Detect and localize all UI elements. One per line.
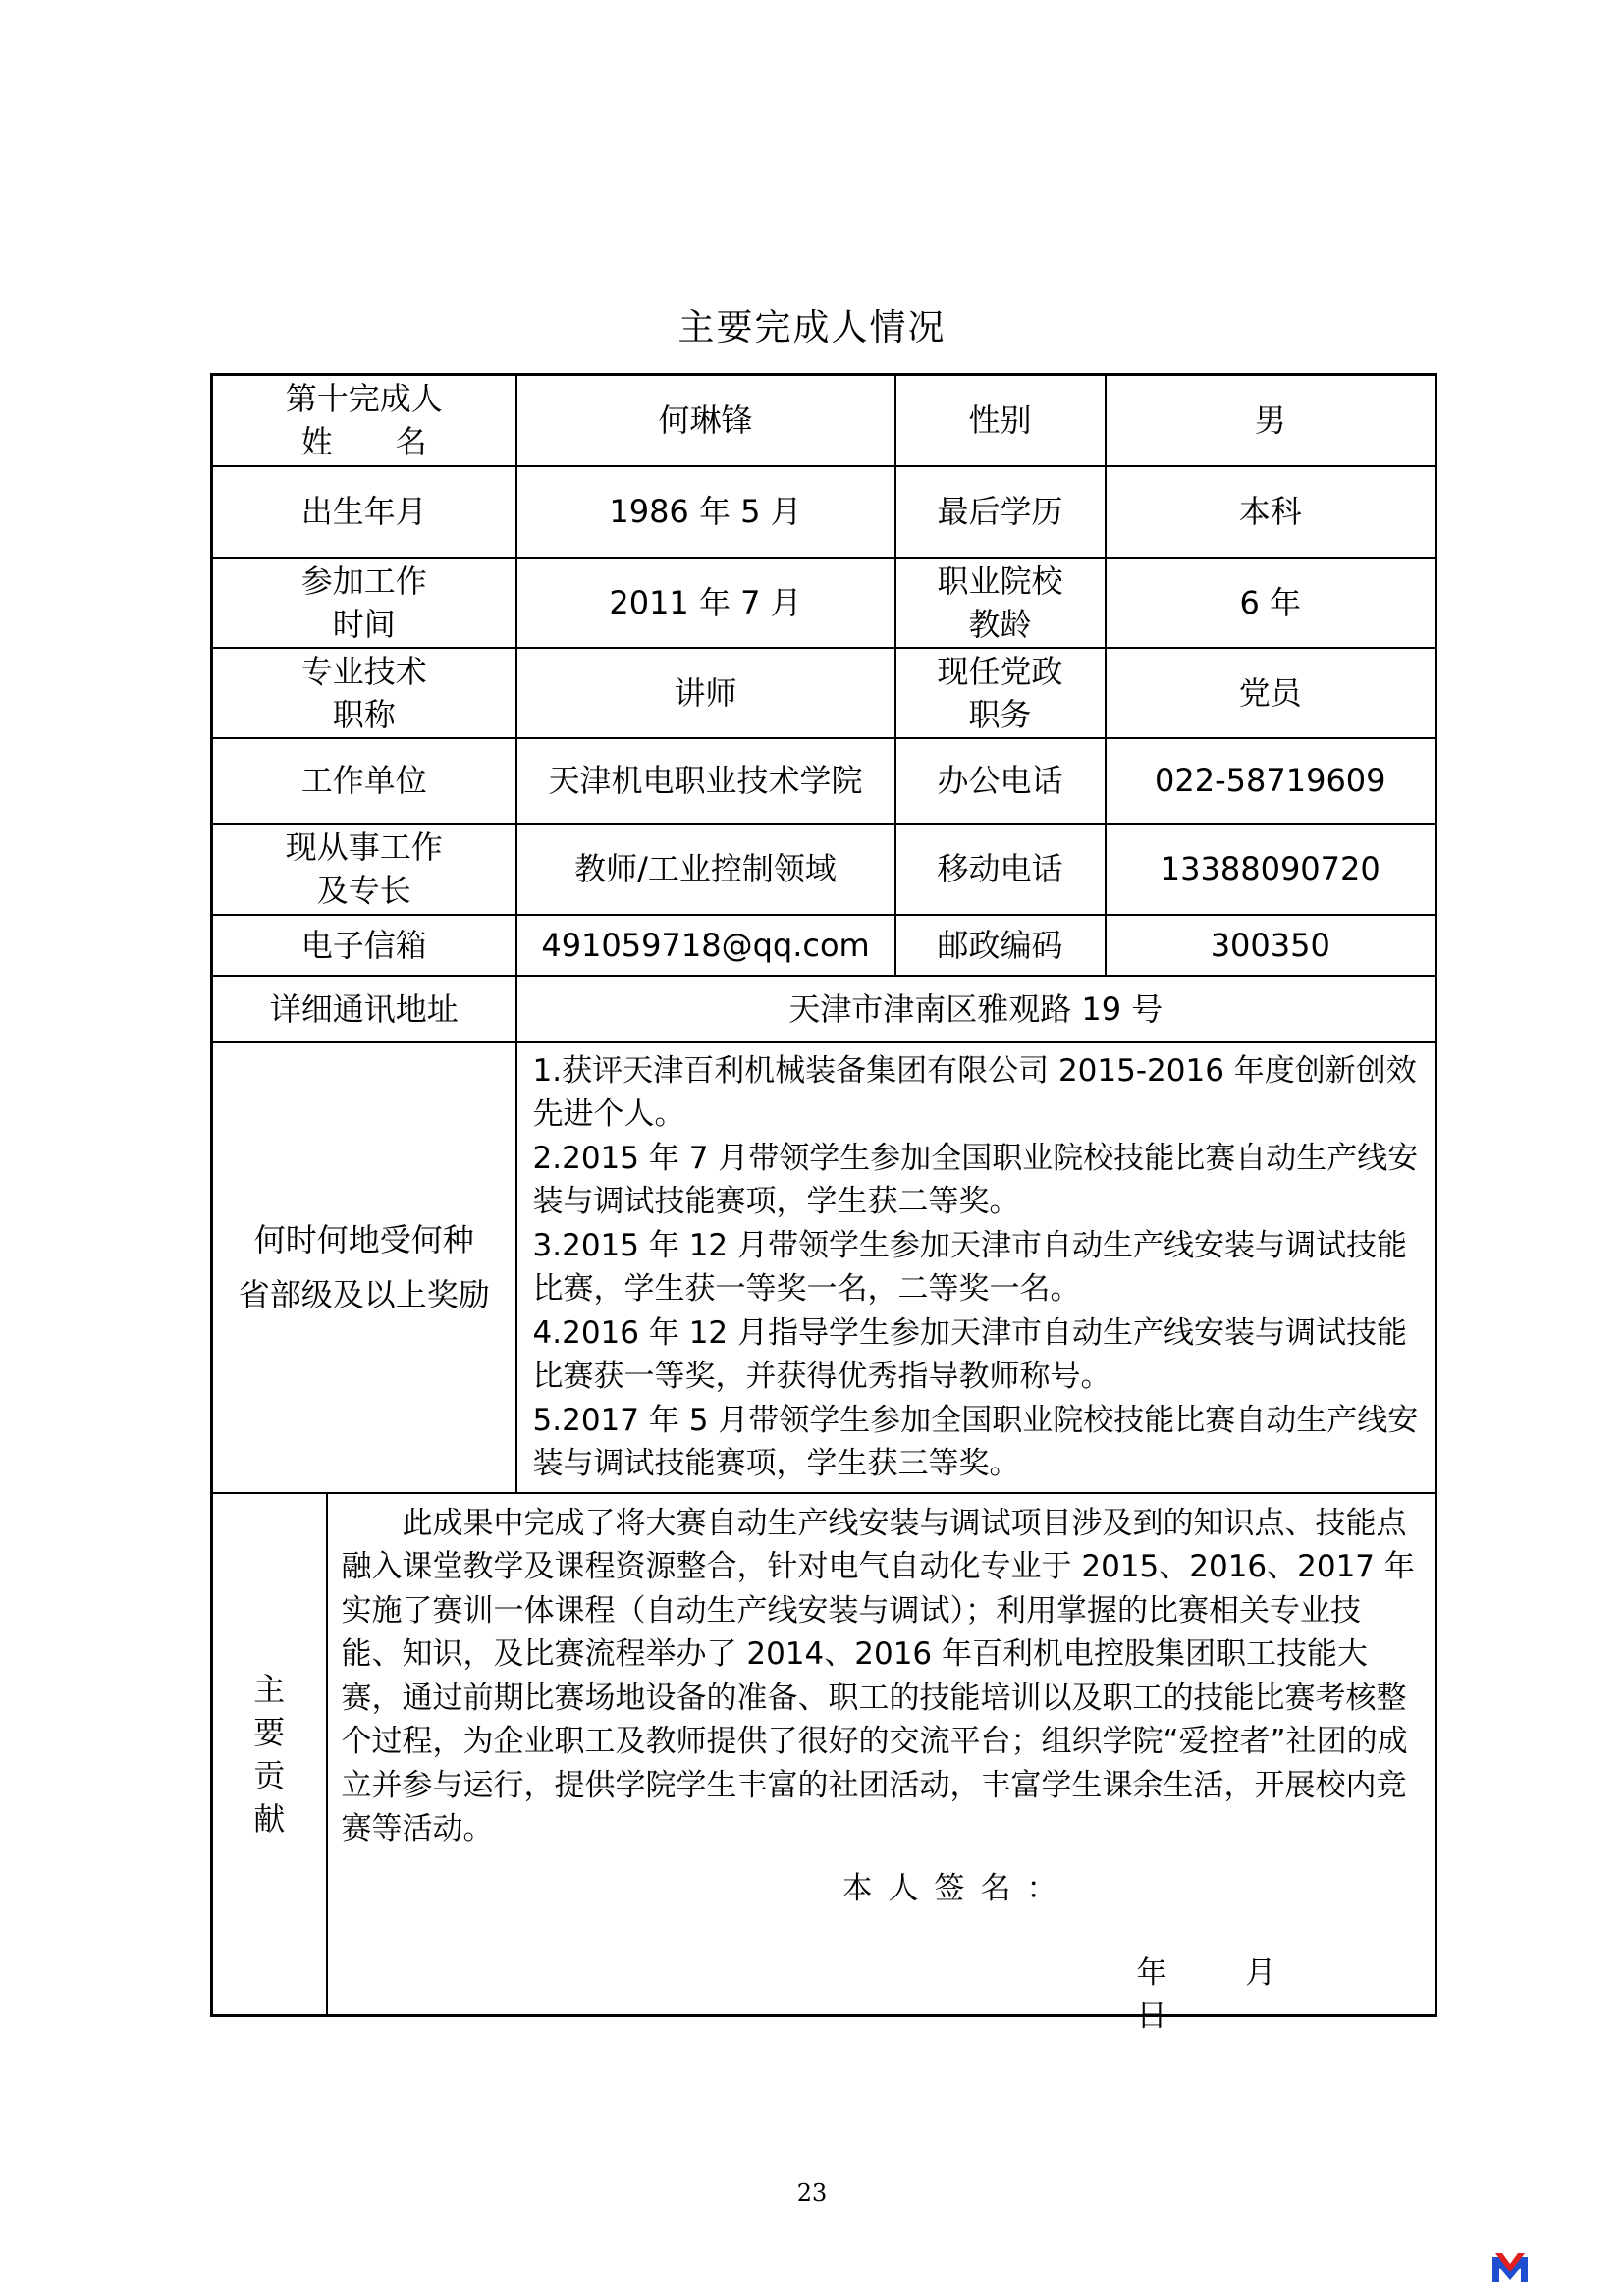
postcode-label: 邮政编码 [895,915,1106,976]
job-value: 教师/工业控制领域 [516,824,895,915]
prof-title-label [212,648,516,738]
education-value: 本科 [1106,466,1436,558]
list-item: 1.获评天津百利机械装备集团有限公司 2015-2016 年度创新创效先进个人。 [532,1052,1417,1132]
school-age-label [895,558,1106,648]
page-title: 主要完成人情况 [677,306,947,348]
name-label-line2: 姓 名 [300,423,427,461]
job-label [212,824,516,915]
address-value: 天津市津南区雅观路 19 号 [516,976,1436,1042]
name-value: 何琳锋 [516,375,895,466]
date-line [342,1951,1422,2034]
contribution-label-char: 要 [253,1713,286,1751]
work-start-label-line2: 时间 [332,605,396,643]
contribution-content [327,1493,1436,2034]
party-post-value: 党员 [1106,648,1436,738]
office-phone-label: 办公电话 [895,738,1106,824]
list-item: 5.2017 年 5 月带领学生参加全国职业院校技能比赛自动生产线安装与调试技能赛项，学生获三等奖。 [532,1402,1419,1481]
table-row [212,648,1436,738]
birth-label: 出生年月 [212,466,516,558]
m-logo-icon [1490,2251,1530,2284]
office-phone-value: 022-58719609 [1106,738,1436,824]
email-value: 491059718@qq.com [516,915,895,976]
date-day-label: 日 [1136,1999,1167,2034]
list-item: 3.2015 年 12 月带领学生参加天津市自动生产线安装与调试技能比赛，学生获一等奖一名，二等奖一名。 [532,1227,1407,1307]
awards-label-line2: 省部级及以上奖励 [238,1276,490,1313]
work-unit-label: 工作单位 [212,738,516,824]
gender-label: 性别 [895,375,1106,466]
party-post-label-line2: 职务 [968,695,1032,733]
school-age-label-line2: 教龄 [968,605,1032,643]
list-item: 4.2016 年 12 月指导学生参加天津市自动生产线安装与调试技能比赛获一等奖，并获得优秀指导教师称号。 [532,1314,1407,1394]
postcode-value: 300350 [1106,915,1436,976]
party-post-label-line1: 现任党政 [937,652,1063,690]
education-label: 最后学历 [895,466,1106,558]
table-row [212,976,1436,1042]
work-start-label [212,558,516,648]
contribution-label [212,1493,327,2016]
school-age-value: 6 年 [1106,558,1436,648]
personnel-form-table [210,373,1437,2034]
table-row [212,738,1436,824]
table-row [212,375,1436,466]
signature-label: 本人签名： [841,1870,1073,1906]
awards-list [516,1042,1436,1493]
contribution-label-char: 贡 [253,1756,286,1794]
list-item: 2.2015 年 7 月带领学生参加全国职业院校技能比赛自动生产线安装与调试技能赛项，学生获二等奖。 [532,1140,1419,1219]
mobile-value: 13388090720 [1106,824,1436,915]
contribution-label-char: 主 [253,1670,286,1708]
contribution-text: 此成果中完成了将大赛自动生产线安装与调试项目涉及到的知识点、技能点融入课堂教学及课程资源整合，针对电气自动化专业于 2015、2016、2017 年实施了赛训一体课程（自动生产线安装与调试）；利用掌握的比赛相关专业技能、知识，及比赛流程举办了 2014、2016 年百利机电控股集团职工技能大赛，通过前期比赛场地设备的准备、职工的技能培训以及职工的技能比赛考核整个过程，为企业职工及教师提供了很好的交流平台；组织学院“爱控者”社团的成立并参与运行，提供学院学生丰富的社团活动，丰富学生课余生活，开展校内竞赛等活动。 [341,1505,1415,1846]
school-age-label-line1: 职业院校 [937,561,1063,600]
address-label: 详细通讯地址 [212,976,516,1042]
birth-value: 1986 年 5 月 [516,466,895,558]
prof-title-value: 讲师 [516,648,895,738]
job-label-line2: 及专长 [316,872,411,909]
work-unit-value: 天津机电职业技术学院 [516,738,895,824]
party-post-label [895,648,1106,738]
table-row [212,466,1436,558]
table-row [212,824,1436,915]
table-row [212,1042,1436,1493]
contribution-label-char: 献 [253,1799,286,1838]
name-label-line1: 第十完成人 [285,380,443,418]
name-label-cell [212,375,516,466]
table-row [212,558,1436,648]
date-year-label: 年 [1136,1954,1167,1991]
table-row [212,1493,1436,2016]
job-label-line1: 现从事工作 [285,828,443,866]
page-number: 23 [796,2179,828,2207]
gender-value: 男 [1106,375,1436,466]
table-row [212,915,1436,976]
prof-title-label-line2: 职称 [332,695,396,733]
awards-label [212,1042,516,1493]
mobile-label: 移动电话 [895,824,1106,915]
work-start-label-line1: 参加工作 [300,561,427,600]
date-month-label: 月 [1245,1954,1276,1991]
prof-title-label-line1: 专业技术 [300,652,427,690]
email-label: 电子信箱 [212,915,516,976]
awards-label-line1: 何时何地受何种 [253,1221,474,1258]
work-start-value: 2011 年 7 月 [516,558,895,648]
